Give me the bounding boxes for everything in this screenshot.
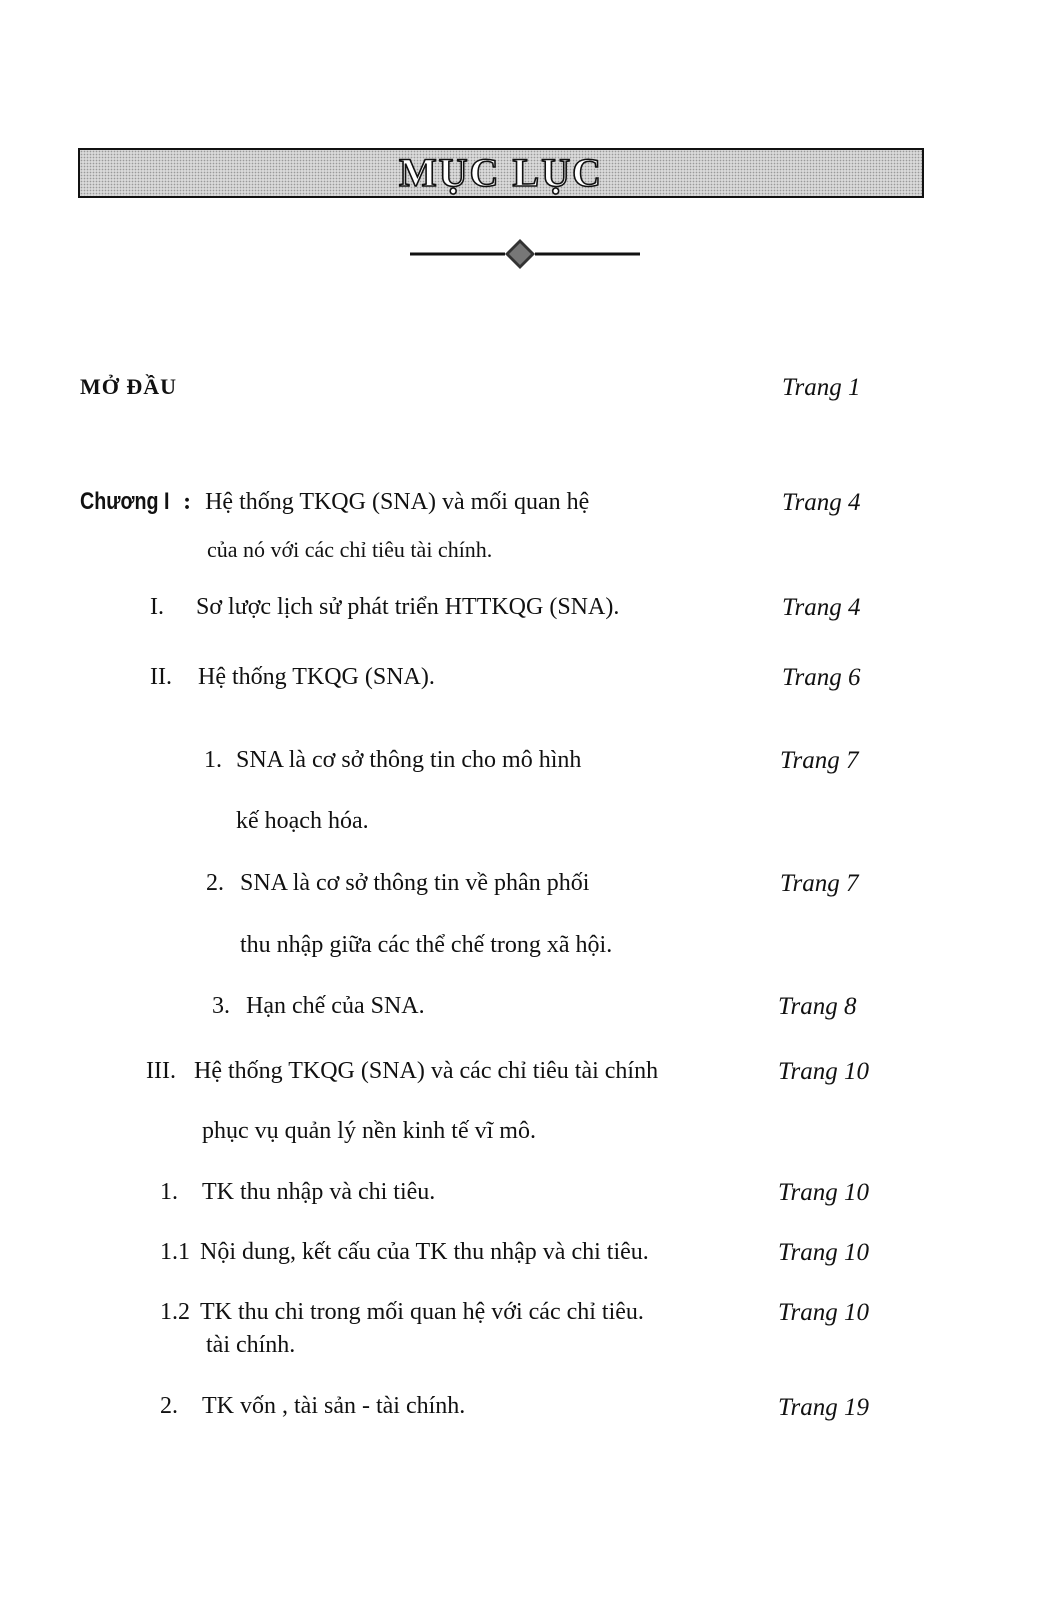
entry-number: 2. <box>160 1393 178 1419</box>
entry-text: SNA là cơ sở thông tin về phân phối <box>240 870 590 896</box>
entry-page: Trang 10 <box>778 1239 870 1266</box>
entry-page: Trang 7 <box>780 870 859 897</box>
entry-text: Hạn chế của SNA. <box>246 993 425 1019</box>
entry-continuation: thu nhập giữa các thể chế trong xã hội. <box>240 932 613 958</box>
entry-text: TK thu nhập và chi tiêu. <box>202 1179 436 1205</box>
entry-text: Nội dung, kết cấu của TK thu nhập và chi tiêu. <box>200 1239 649 1265</box>
entry-number: III. <box>146 1058 176 1084</box>
entry-continuation: tài chính. <box>206 1332 296 1358</box>
entry-text: TK thu chi trong mối quan hệ với các chỉ tiêu. <box>200 1299 644 1325</box>
entry-number: 2. <box>206 870 224 896</box>
entry-page: Trang 8 <box>778 993 857 1020</box>
divider-ornament <box>410 236 660 276</box>
entry-number: 1. <box>160 1179 178 1205</box>
toc-entry[interactable] <box>150 592 619 622</box>
page-title: MỤC LỤC <box>399 150 603 195</box>
chapter-label: Chương I <box>80 488 170 515</box>
toc-entry[interactable] <box>204 745 581 775</box>
entry-continuation: phục vụ quản lý nền kinh tế vĩ mô. <box>202 1118 536 1144</box>
toc-entry[interactable] <box>206 868 589 898</box>
intro-entry[interactable] <box>80 372 177 402</box>
chapter-title-line1: Hệ thống TKQG (SNA) và mối quan hệ <box>205 489 590 515</box>
toc-entry[interactable] <box>150 662 435 692</box>
entry-text: Sơ lược lịch sử phát triển HTTKQG (SNA). <box>196 594 620 620</box>
entry-page: Trang 6 <box>782 664 861 691</box>
entry-number: 1. <box>204 747 222 773</box>
entry-continuation: kế hoạch hóa. <box>236 808 369 834</box>
intro-page: Trang 1 <box>782 374 861 401</box>
toc-entry[interactable] <box>146 1056 658 1086</box>
entry-text: Hệ thống TKQG (SNA). <box>198 664 435 690</box>
chapter-title-line2: của nó với các chỉ tiêu tài chính. <box>207 537 493 562</box>
entry-number: 1.2 <box>160 1299 190 1325</box>
entry-number: II. <box>150 664 172 690</box>
entry-text: TK vốn , tài sản - tài chính. <box>202 1393 466 1419</box>
title-banner <box>78 148 924 198</box>
intro-label: MỞ ĐẦU <box>80 374 178 399</box>
chapter-separator: : <box>183 489 192 515</box>
entry-number: 1.1 <box>160 1239 190 1265</box>
toc-entry[interactable] <box>160 1237 649 1267</box>
toc-entry[interactable] <box>160 1297 644 1327</box>
toc-entry[interactable] <box>160 1391 465 1421</box>
chapter-1-page: Trang 4 <box>782 489 861 516</box>
entry-page: Trang 10 <box>778 1179 870 1206</box>
entry-page: Trang 7 <box>780 747 859 774</box>
entry-page: Trang 19 <box>778 1394 870 1421</box>
entry-number: 3. <box>212 993 230 1019</box>
toc-entry[interactable] <box>212 991 425 1021</box>
toc-entry[interactable] <box>160 1177 435 1207</box>
entry-page: Trang 10 <box>778 1058 870 1085</box>
entry-page: Trang 4 <box>782 594 861 621</box>
entry-page: Trang 10 <box>778 1299 870 1326</box>
entry-text: SNA là cơ sở thông tin cho mô hình <box>236 747 582 773</box>
entry-number: I. <box>150 594 164 620</box>
entry-text: Hệ thống TKQG (SNA) và các chỉ tiêu tài chính <box>194 1058 659 1084</box>
chapter-1-entry[interactable] <box>80 487 589 517</box>
